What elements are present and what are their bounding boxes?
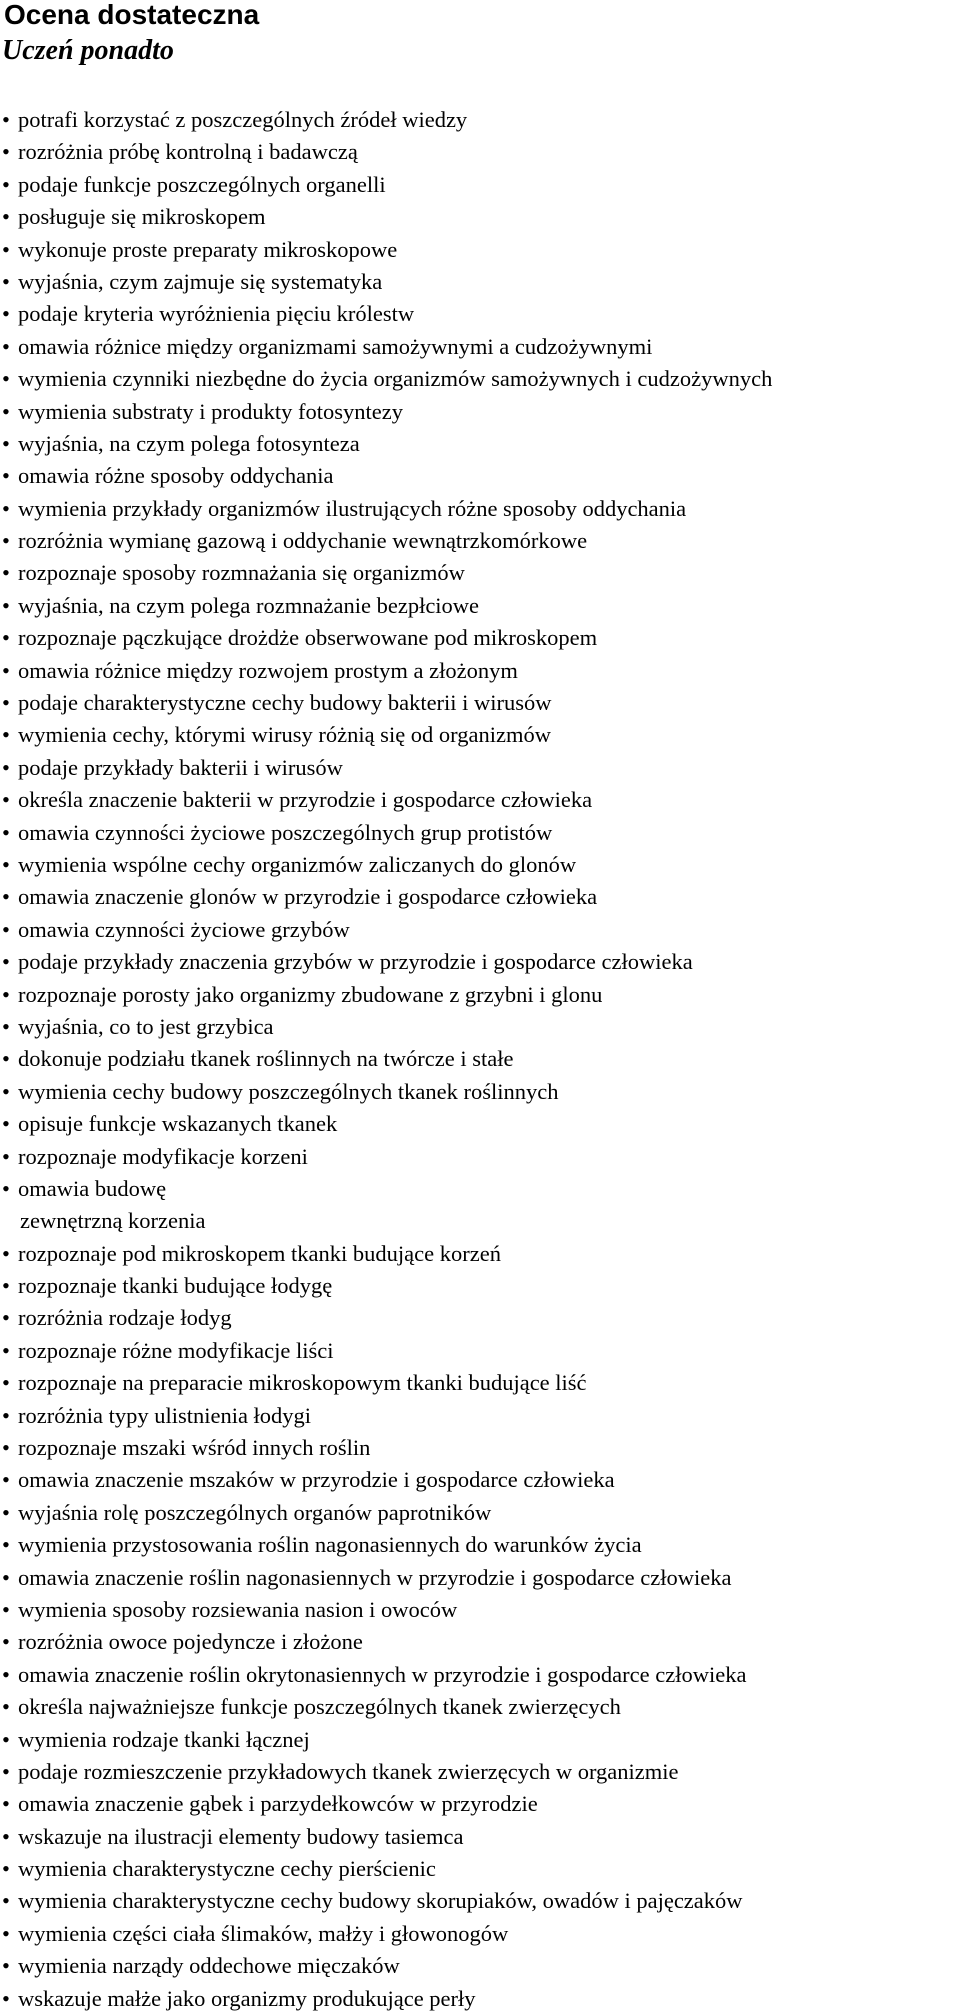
list-item-text: wymienia czynniki niezbędne do życia organizmów samożywnych i cudzożywnych (18, 366, 773, 392)
list-item (0, 266, 772, 298)
page-subtitle: Uczeń ponadto (2, 35, 174, 66)
list-item (0, 1788, 772, 1820)
list-item (0, 1918, 772, 1950)
list-item (0, 136, 772, 168)
bullet-icon: • (2, 268, 10, 294)
list-item-text: rozpoznaje pączkujące drożdże obserwowane pod mikroskopem (18, 625, 598, 651)
bullet-icon: • (2, 528, 10, 554)
bullet-icon: • (2, 1629, 10, 1655)
list-item (0, 1659, 772, 1691)
list-item-text: wyjaśnia, na czym polega fotosynteza (18, 430, 360, 456)
list-item-text: omawia znaczenie gąbek i parzydełkowców w przyrodzie (18, 1791, 538, 1817)
list-item (0, 979, 772, 1011)
bullet-icon: • (2, 1175, 10, 1201)
list-item-text: wymienia cechy, którymi wirusy różnią się od organizmów (18, 722, 551, 748)
bullet-icon: • (2, 625, 10, 651)
list-item-text: podaje przykłady znaczenia grzybów w przyrodzie i gospodarce człowieka (18, 949, 693, 975)
list-item-text: rozpoznaje na preparacie mikroskopowym tkanki budujące liść (18, 1370, 587, 1396)
list-item (0, 1497, 772, 1529)
bullet-icon: • (2, 1046, 10, 1072)
list-item (0, 1108, 772, 1140)
list-item-text: rozróżnia próbę kontrolną i badawczą (18, 139, 358, 165)
list-item (0, 1626, 772, 1658)
list-item-text: omawia czynności życiowe grzybów (18, 916, 350, 942)
list-item-continuation (0, 1205, 772, 1237)
list-item (0, 493, 772, 525)
list-item-text: wyjaśnia, na czym polega rozmnażanie bezpłciowe (18, 592, 480, 618)
list-item (0, 1529, 772, 1561)
list-item-text: dokonuje podziału tkanek roślinnych na twórcze i stałe (18, 1046, 514, 1072)
bullet-icon: • (2, 1240, 10, 1266)
bullet-icon: • (2, 1402, 10, 1428)
bullet-icon: • (2, 1661, 10, 1687)
bullet-icon: • (2, 1564, 10, 1590)
list-item-text: podaje rozmieszczenie przykładowych tkanek zwierzęcych w organizmie (18, 1758, 679, 1784)
bullet-icon: • (2, 1920, 10, 1946)
bullet-icon: • (2, 1305, 10, 1331)
bullet-icon: • (2, 1596, 10, 1622)
list-item-text: rozróżnia owoce pojedyncze i złożone (18, 1629, 363, 1655)
bullet-icon: • (2, 560, 10, 586)
bullet-icon: • (2, 1758, 10, 1784)
list-item (0, 881, 772, 913)
list-item-text: wyjaśnia, co to jest grzybica (18, 1013, 274, 1039)
list-item (0, 1238, 772, 1270)
bullet-icon: • (2, 236, 10, 262)
list-item (0, 1464, 772, 1496)
list-item-text: potrafi korzystać z poszczególnych źródeł wiedzy (18, 107, 468, 132)
list-item-text: wyjaśnia rolę poszczególnych organów paprotników (18, 1499, 492, 1525)
bullet-icon: • (2, 1694, 10, 1720)
bullet-icon: • (2, 1888, 10, 1914)
list-item-text: rozpoznaje mszaki wśród innych roślin (18, 1435, 371, 1461)
bullet-icon: • (2, 171, 10, 197)
bullet-icon: • (2, 916, 10, 942)
list-item-text: wykonuje proste preparaty mikroskopowe (18, 236, 398, 262)
list-item-text: omawia znaczenie roślin nagonasiennych w przyrodzie i gospodarce człowieka (18, 1564, 732, 1590)
bullet-icon: • (2, 819, 10, 845)
list-item (0, 655, 772, 687)
list-item (0, 1043, 772, 1075)
list-item-text: rozróżnia rodzaje łodyg (18, 1305, 232, 1331)
list-item (0, 1950, 772, 1982)
list-item (0, 525, 772, 557)
list-item (0, 914, 772, 946)
list-item-text: omawia czynności życiowe poszczególnych grup protistów (18, 819, 553, 845)
bullet-icon: • (2, 1111, 10, 1137)
list-item (0, 460, 772, 492)
list-item (0, 331, 772, 363)
list-item (0, 946, 772, 978)
list-item-text: rozróżnia wymianę gazową i oddychanie wewnątrzkomórkowe (18, 528, 588, 554)
list-item-text: podaje przykłady bakterii i wirusów (18, 754, 343, 780)
list-item-text: wymienia przystosowania roślin nagonasiennych do warunków życia (18, 1532, 642, 1558)
list-item (0, 1821, 772, 1853)
list-item (0, 396, 772, 428)
requirements-list (0, 104, 772, 2015)
list-item-text: omawia różnice między rozwojem prostym a złożonym (18, 657, 518, 683)
list-item-text: wymienia cechy budowy poszczególnych tkanek roślinnych (18, 1078, 559, 1104)
bullet-icon: • (2, 1273, 10, 1299)
bullet-icon: • (2, 754, 10, 780)
list-item-text: wymienia charakterystyczne cechy pierścienic (18, 1856, 436, 1882)
list-item-text: omawia znaczenie glonów w przyrodzie i gospodarce człowieka (18, 884, 598, 910)
list-item (0, 1173, 772, 1205)
list-item-text: podaje charakterystyczne cechy budowy bakterii i wirusów (18, 690, 552, 716)
list-item-text: omawia znaczenie mszaków w przyrodzie i gospodarce człowieka (18, 1467, 615, 1493)
bullet-icon: • (2, 1013, 10, 1039)
list-item-text: wymienia charakterystyczne cechy budowy skorupiaków, owadów i pajęczaków (18, 1888, 743, 1914)
list-item (0, 1562, 772, 1594)
list-item (0, 1011, 772, 1043)
list-item-text: wskazuje na ilustracji elementy budowy tasiemca (18, 1823, 464, 1849)
list-item-text: wymienia sposoby rozsiewania nasion i owoców (18, 1596, 458, 1622)
list-item-text: rozpoznaje modyfikacje korzeni (18, 1143, 308, 1169)
list-item (0, 298, 772, 330)
list-item (0, 687, 772, 719)
bullet-icon: • (2, 301, 10, 327)
list-item (0, 104, 772, 136)
list-item (0, 817, 772, 849)
list-item (0, 1302, 772, 1334)
bullet-icon: • (2, 333, 10, 359)
list-item (0, 234, 772, 266)
list-item-text: zewnętrzną korzenia (20, 1208, 206, 1234)
bullet-icon: • (2, 1856, 10, 1882)
list-item (0, 784, 772, 816)
list-item (0, 1853, 772, 1885)
list-item-text: rozpoznaje sposoby rozmnażania się organizmów (18, 560, 465, 586)
bullet-icon: • (2, 1823, 10, 1849)
list-item (0, 849, 772, 881)
list-item-text: podaje kryteria wyróżnienia pięciu królestw (18, 301, 415, 327)
list-item-text: omawia budowę (18, 1175, 167, 1201)
bullet-icon: • (2, 463, 10, 489)
list-item-text: wymienia wspólne cechy organizmów zaliczanych do glonów (18, 851, 577, 877)
list-item (0, 1756, 772, 1788)
list-item-text: opisuje funkcje wskazanych tkanek (18, 1111, 338, 1137)
bullet-icon: • (2, 981, 10, 1007)
list-item-text: rozpoznaje pod mikroskopem tkanki budujące korzeń (18, 1240, 501, 1266)
bullet-icon: • (2, 1791, 10, 1817)
list-item-text: wymienia rodzaje tkanki łącznej (18, 1726, 310, 1752)
list-item-text: podaje funkcje poszczególnych organelli (18, 171, 386, 197)
page-title: Ocena dostateczna (4, 0, 260, 30)
list-item (0, 1432, 772, 1464)
bullet-icon: • (2, 787, 10, 813)
bullet-icon: • (2, 366, 10, 392)
list-item (0, 622, 772, 654)
list-item (0, 169, 772, 201)
list-item-text: rozpoznaje porosty jako organizmy zbudowane z grzybni i glonu (18, 981, 603, 1007)
list-item (0, 1983, 772, 2015)
list-item-text: określa najważniejsze funkcje poszczególnych tkanek zwierzęcych (18, 1694, 621, 1720)
bullet-icon: • (2, 1499, 10, 1525)
bullet-icon: • (2, 1370, 10, 1396)
list-item (0, 1594, 772, 1626)
bullet-icon: • (2, 107, 10, 132)
list-item-text: wymienia substraty i produkty fotosyntezy (18, 398, 403, 424)
bullet-icon: • (2, 1435, 10, 1461)
list-item (0, 557, 772, 589)
list-item (0, 1141, 772, 1173)
list-item (0, 719, 772, 751)
bullet-icon: • (2, 851, 10, 877)
list-item (0, 1724, 772, 1756)
bullet-icon: • (2, 1726, 10, 1752)
list-item-text: wymienia przykłady organizmów ilustrujących różne sposoby oddychania (18, 495, 687, 521)
bullet-icon: • (2, 430, 10, 456)
bullet-icon: • (2, 884, 10, 910)
list-item (0, 590, 772, 622)
list-item (0, 1367, 772, 1399)
list-item-text: rozróżnia typy ulistnienia łodygi (18, 1402, 312, 1428)
list-item (0, 1885, 772, 1917)
bullet-icon: • (2, 690, 10, 716)
bullet-icon: • (2, 398, 10, 424)
bullet-icon: • (2, 657, 10, 683)
bullet-icon: • (2, 722, 10, 748)
list-item (0, 428, 772, 460)
list-item (0, 1270, 772, 1302)
bullet-icon: • (2, 204, 10, 230)
list-item (0, 1691, 772, 1723)
bullet-icon: • (2, 1985, 10, 2011)
list-item-text: wskazuje małże jako organizmy produkujące perły (18, 1985, 476, 2011)
list-item-text: omawia różne sposoby oddychania (18, 463, 334, 489)
list-item-text: wymienia narządy oddechowe mięczaków (18, 1953, 400, 1979)
list-item (0, 363, 772, 395)
list-item (0, 752, 772, 784)
list-item-text: określa znaczenie bakterii w przyrodzie i gospodarce człowieka (18, 787, 593, 813)
bullet-icon: • (2, 1143, 10, 1169)
bullet-icon: • (2, 1953, 10, 1979)
list-item-text: rozpoznaje różne modyfikacje liści (18, 1337, 334, 1363)
list-item-text: wyjaśnia, czym zajmuje się systematyka (18, 268, 383, 294)
list-item (0, 1076, 772, 1108)
bullet-icon: • (2, 1467, 10, 1493)
list-item-text: rozpoznaje tkanki budujące łodygę (18, 1273, 333, 1299)
list-item-text: posługuje się mikroskopem (18, 204, 266, 230)
list-item (0, 1400, 772, 1432)
bullet-icon: • (2, 949, 10, 975)
list-item-text: wymienia części ciała ślimaków, małży i głowonogów (18, 1920, 509, 1946)
list-item (0, 1335, 772, 1367)
list-item (0, 201, 772, 233)
list-item-text: omawia różnice między organizmami samożywnymi a cudzożywnymi (18, 333, 653, 359)
bullet-icon: • (2, 1078, 10, 1104)
bullet-icon: • (2, 1337, 10, 1363)
bullet-icon: • (2, 139, 10, 165)
list-item-text: omawia znaczenie roślin okrytonasiennych w przyrodzie i gospodarce człowieka (18, 1661, 747, 1687)
bullet-icon: • (2, 495, 10, 521)
bullet-icon: • (2, 1532, 10, 1558)
bullet-icon: • (2, 592, 10, 618)
